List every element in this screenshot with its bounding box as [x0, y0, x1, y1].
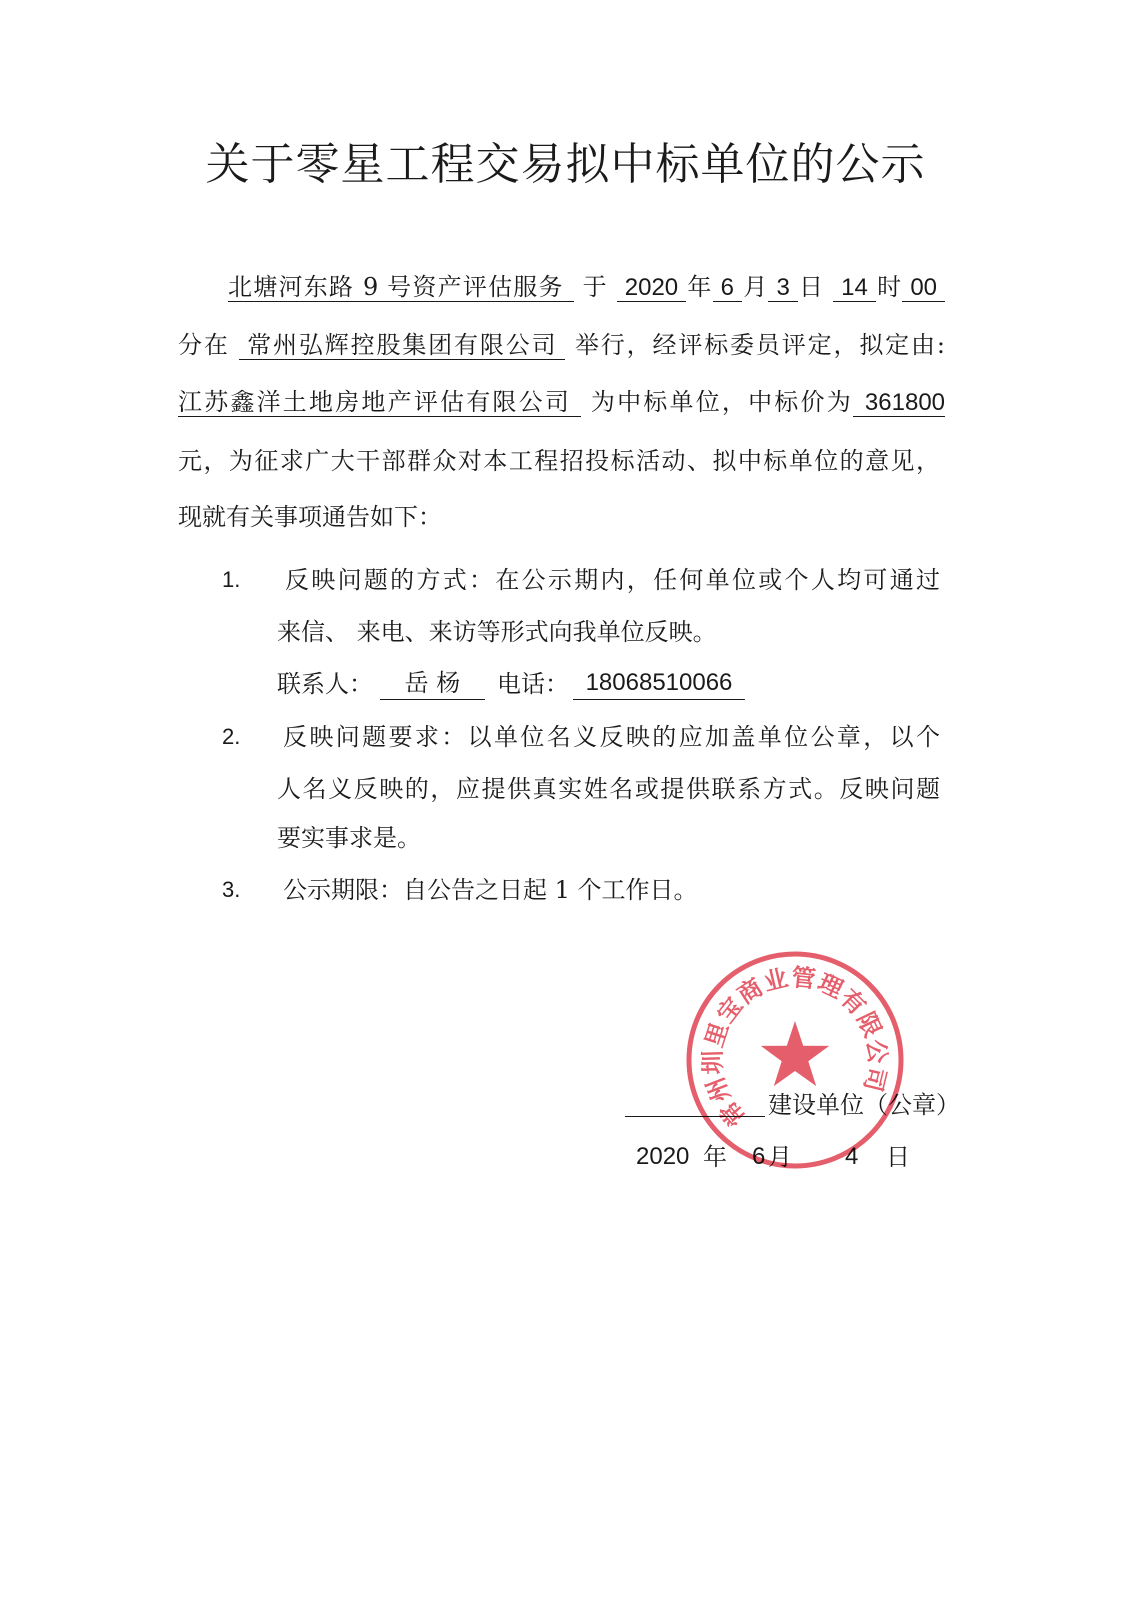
minute-unit: 分在: [178, 331, 230, 359]
contact-name: 岳 杨: [380, 667, 485, 700]
item-3-number: 3.: [222, 877, 241, 902]
signature-label: 建设单位（公章）: [768, 1091, 960, 1119]
company-seal: [680, 945, 910, 1175]
bid-year: 2020: [617, 274, 686, 302]
item-1-line-2: 来信、 来电、来访等形式向我单位反映。: [277, 618, 717, 646]
item-3-line-1: 公示期限：自公告之日起 1 个工作日。: [283, 876, 698, 904]
year-unit: 年: [686, 273, 713, 301]
bid-minute: 00: [902, 274, 945, 302]
notice-line-5: 现就有关事项通告如下：: [178, 503, 442, 531]
item-2-line-1: 反映问题要求：以单位名义反映的应加盖单位公章，以个: [283, 723, 940, 751]
notice-line-3: [178, 385, 945, 419]
bid-hour: 14: [833, 274, 876, 302]
item-2-line-3: 要实事求是。: [277, 824, 421, 852]
notice-line-2: [178, 328, 945, 362]
month-unit: 月: [741, 273, 769, 301]
sign-date-year: 2020: [636, 1143, 690, 1170]
notice-line-4: 元，为征求广大干部群众对本工程招投标活动、拟中标单位的意见，: [178, 447, 940, 475]
sign-date-month: 6: [752, 1143, 766, 1170]
seal-text-path: 常州圳里宝商业管理有限公司: [697, 962, 893, 1133]
bid-day: 3: [768, 274, 797, 302]
project-name: 北塘河东路 9 号资产评估服务: [228, 273, 574, 302]
sign-date-year-unit: 年: [703, 1143, 727, 1171]
winning-company: 江苏鑫洋土地房地产评估有限公司: [178, 388, 581, 417]
notice-line-1: [228, 270, 945, 304]
item-2-number: 2.: [222, 724, 241, 749]
page-title: 关于零星工程交易拟中标单位的公示: [205, 139, 926, 190]
item-2-line-2: 人名义反映的，应提供真实姓名或提供联系方式。反映问题: [277, 775, 940, 803]
word-yu: 于: [582, 273, 608, 301]
seal-star-icon: [761, 1021, 829, 1086]
bid-month: 6: [713, 274, 742, 302]
hour-unit: 时: [875, 273, 903, 301]
item-1-number: 1.: [222, 567, 241, 592]
sign-date-month-unit: 月: [768, 1143, 792, 1171]
venue-suffix: 举行，经评标委员评定，拟定由:: [574, 331, 945, 359]
item-1-line-1: 反映问题的方式：在公示期内，任何单位或个人均可通过: [285, 566, 940, 594]
phone-label: 电话：: [497, 670, 569, 698]
winner-suffix: 为中标单位，中标价为: [590, 388, 853, 416]
contact-label: 联系人：: [277, 670, 373, 698]
day-unit: 日: [797, 273, 825, 301]
phone-number: 18068510066: [573, 667, 745, 700]
winning-price: 361800: [853, 389, 945, 417]
sign-date-day-unit: 日: [886, 1143, 910, 1171]
venue-name: 常州弘辉控股集团有限公司: [239, 331, 565, 360]
sign-date-day: 4: [845, 1143, 859, 1170]
